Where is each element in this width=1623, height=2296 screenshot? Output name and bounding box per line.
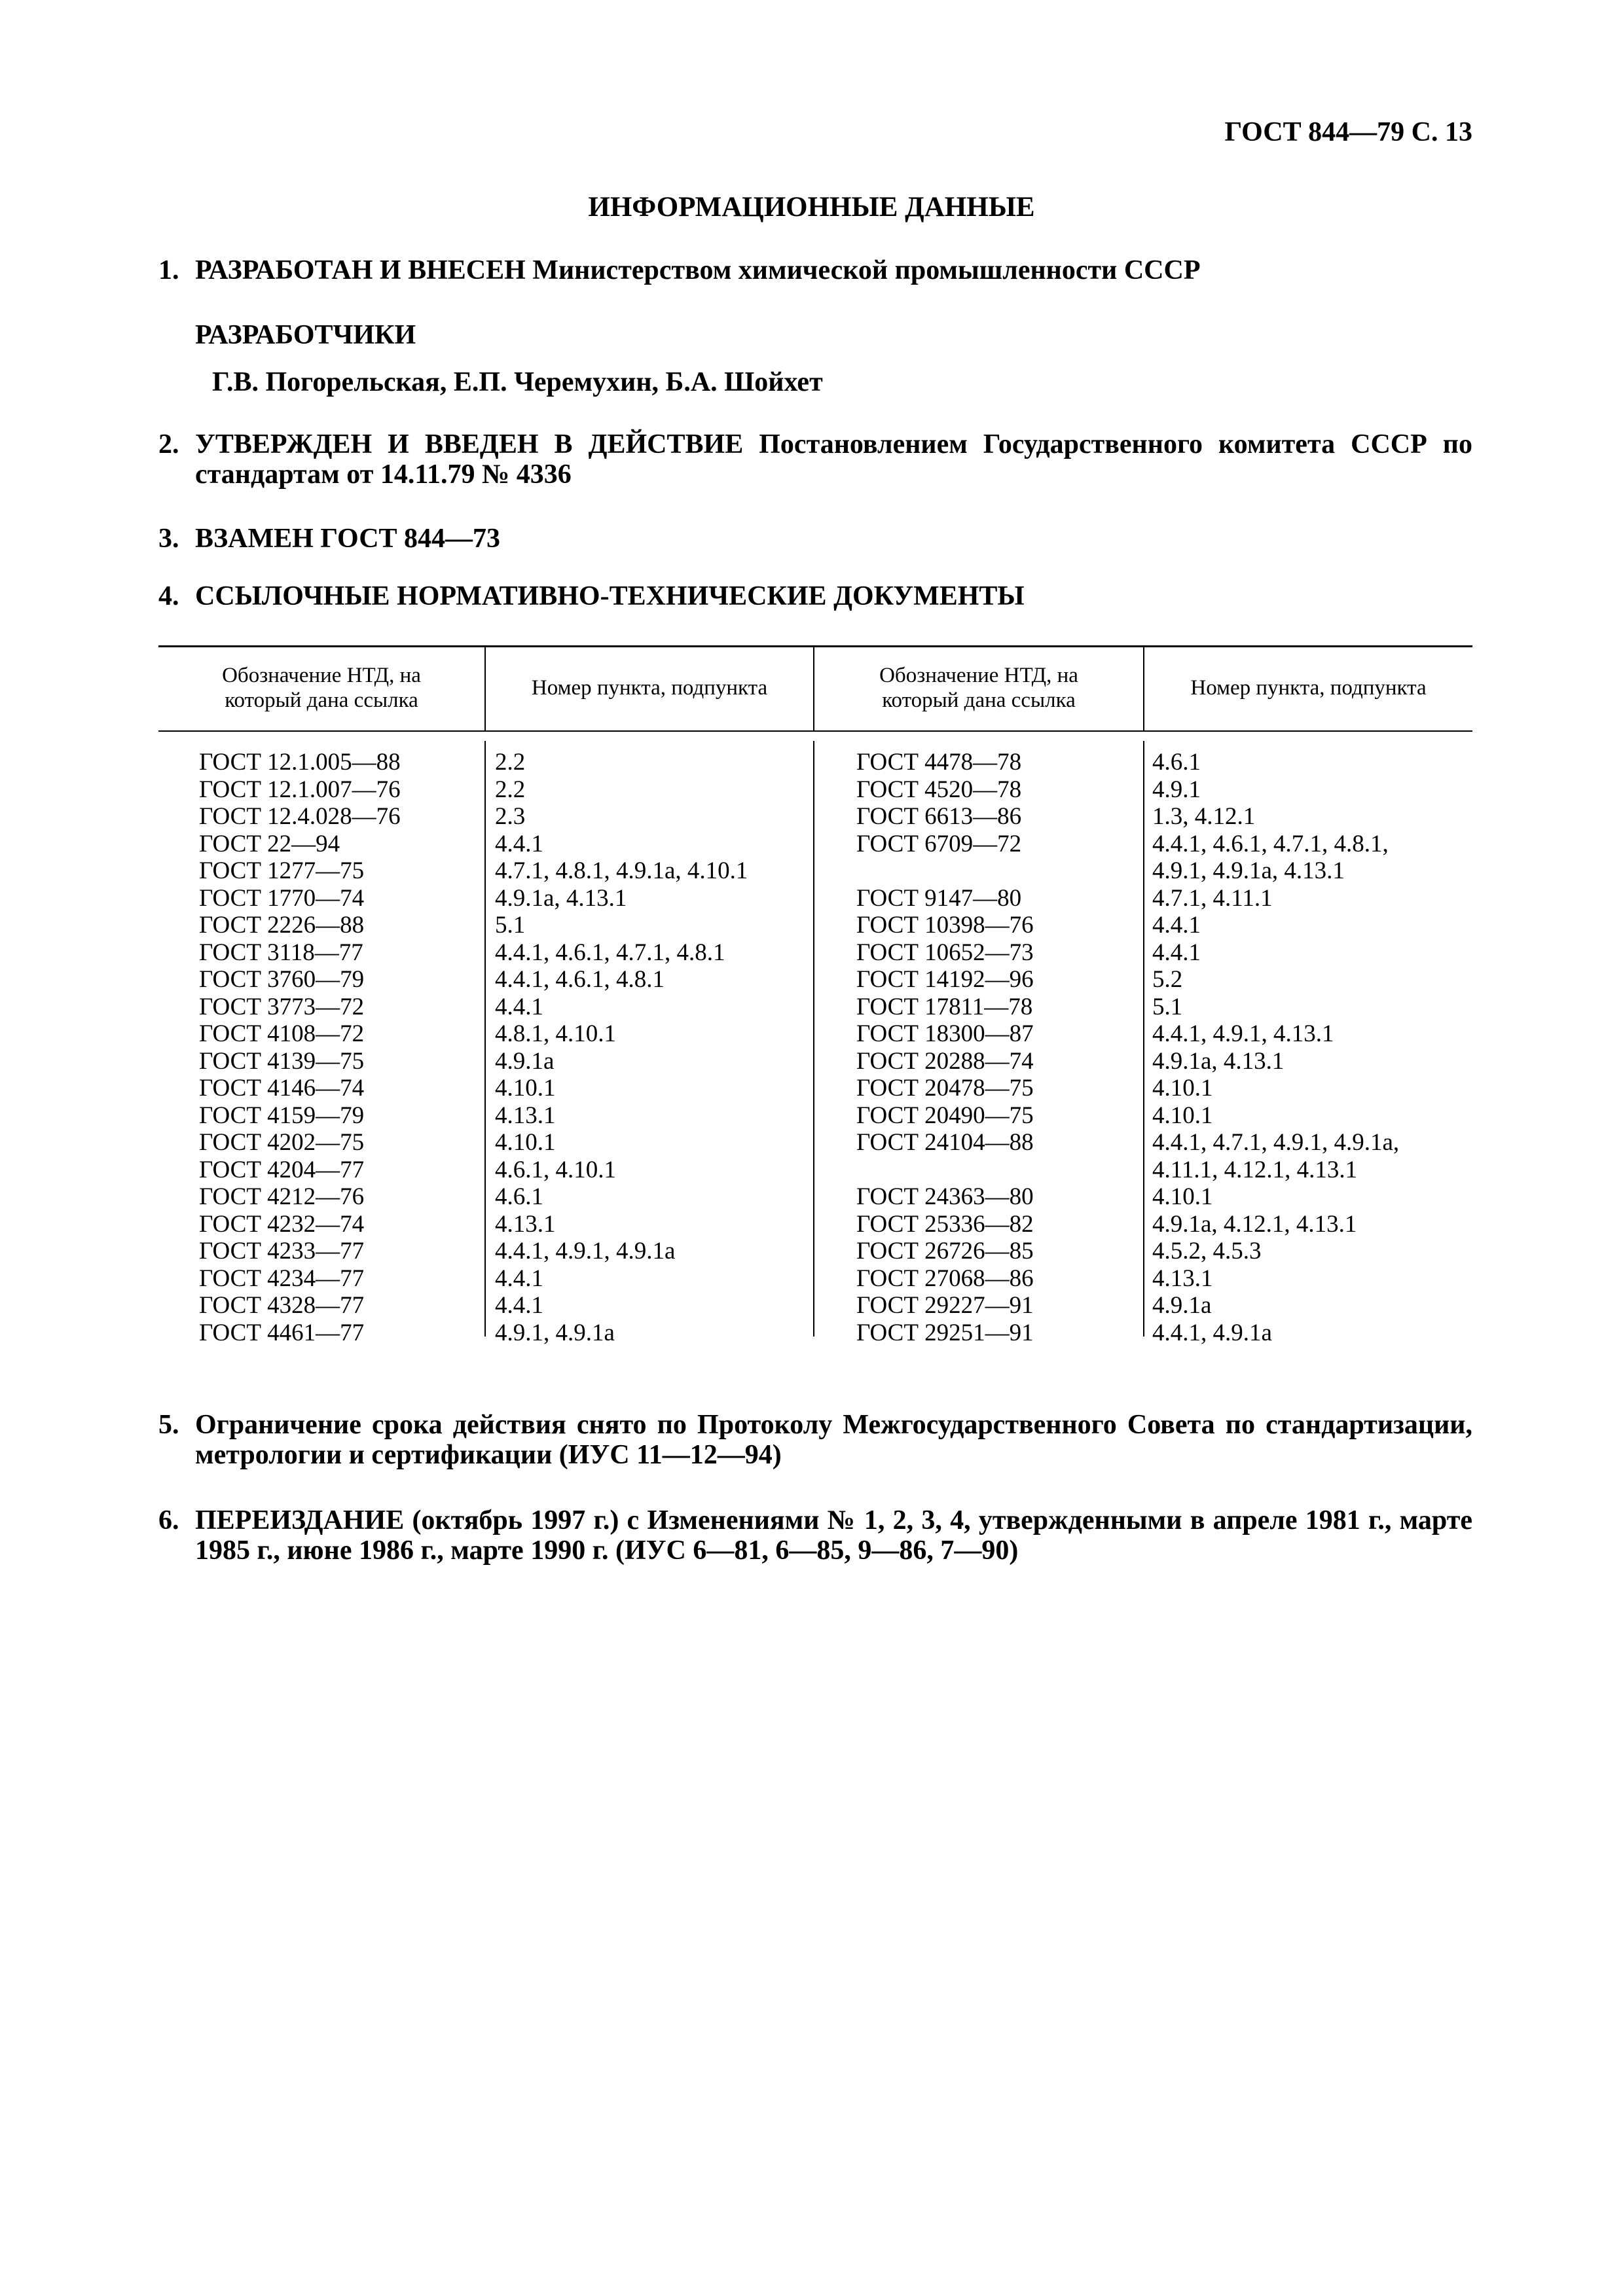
clause-numbers: 2.2 xyxy=(495,749,526,776)
ntd-designation: ГОСТ 4520—78 xyxy=(856,776,1022,803)
ntd-designation: ГОСТ 6709—72 xyxy=(856,830,1022,857)
table-row xyxy=(856,994,1472,1021)
header-clause-left: Номер пункта, подпункта xyxy=(531,676,768,700)
ntd-designation: ГОСТ 4108—72 xyxy=(199,1020,365,1047)
clause-numbers: 4.13.1 xyxy=(495,1210,556,1238)
clause-numbers: 4.4.1 xyxy=(1152,912,1201,939)
clause-numbers: 4.7.1, 4.8.1, 4.9.1а, 4.10.1 xyxy=(495,857,748,884)
clause-numbers: 5.2 xyxy=(1152,966,1183,993)
table-right-rows xyxy=(856,749,1472,1346)
table-row xyxy=(199,1048,808,1075)
table-left-rows xyxy=(199,749,808,1346)
ntd-designation: ГОСТ 3760—79 xyxy=(199,966,365,993)
developers-list: Г.В. Погорельская, Е.П. Черемухин, Б.А. Шойхет xyxy=(212,367,823,397)
table-row xyxy=(199,966,808,994)
table-row xyxy=(856,1157,1472,1184)
item-5-text: Ограничение срока действия снято по Протоколу Межгосударственного Совета по стандартизации, метрологии и сертификации (ИУС 11—12—94) xyxy=(195,1410,1472,1470)
table-divider xyxy=(813,741,814,1336)
clause-numbers: 4.4.1, 4.7.1, 4.9.1, 4.9.1а, xyxy=(1152,1129,1400,1156)
page-header: ГОСТ 844—79 С. 13 xyxy=(1224,117,1472,147)
clause-numbers: 2.2 xyxy=(495,776,526,803)
item-6-number: 6. xyxy=(158,1505,179,1535)
ntd-designation: ГОСТ 2226—88 xyxy=(199,912,365,939)
clause-numbers: 4.10.1 xyxy=(495,1129,556,1156)
table-row xyxy=(199,1020,808,1048)
table-row xyxy=(199,1183,808,1211)
ntd-designation: ГОСТ 18300—87 xyxy=(856,1020,1034,1047)
table-row xyxy=(856,803,1472,831)
clause-numbers: 4.9.1а, 4.13.1 xyxy=(495,884,627,912)
ntd-designation: ГОСТ 4232—74 xyxy=(199,1210,365,1238)
table-row xyxy=(856,1129,1472,1157)
ntd-designation: ГОСТ 17811—78 xyxy=(856,993,1033,1020)
ntd-designation: ГОСТ 6613—86 xyxy=(856,803,1022,830)
clause-numbers: 4.4.1, 4.9.1а xyxy=(1152,1319,1272,1346)
item-6 xyxy=(158,1505,1472,1566)
developers-heading: РАЗРАБОТЧИКИ xyxy=(195,320,416,350)
table-header-cell xyxy=(486,645,813,730)
clause-numbers: 4.9.1 xyxy=(1152,776,1201,803)
clause-numbers: 4.9.1, 4.9.1а, 4.13.1 xyxy=(1152,857,1345,884)
table-row xyxy=(856,1075,1472,1102)
ntd-designation: ГОСТ 20478—75 xyxy=(856,1075,1034,1102)
ntd-designation: ГОСТ 24104—88 xyxy=(856,1129,1034,1156)
item-1-text xyxy=(195,255,1200,285)
ntd-designation: ГОСТ 12.1.007—76 xyxy=(199,776,401,803)
item-4-text: ССЫЛОЧНЫЕ НОРМАТИВНО-ТЕХНИЧЕСКИЕ ДОКУМЕНТЫ xyxy=(195,581,1025,611)
header-ntd-left: Обозначение НТД, на который дана ссылка xyxy=(222,664,421,712)
table-header-cell xyxy=(1144,645,1472,730)
ntd-designation: ГОСТ 26726—85 xyxy=(856,1238,1034,1265)
clause-numbers: 4.4.1 xyxy=(1152,939,1201,966)
clause-numbers: 5.1 xyxy=(1152,993,1183,1020)
ntd-designation: ГОСТ 25336—82 xyxy=(856,1210,1034,1238)
clause-numbers: 4.6.1, 4.10.1 xyxy=(495,1156,616,1183)
ntd-designation: ГОСТ 1277—75 xyxy=(199,857,365,884)
clause-numbers: 2.3 xyxy=(495,803,526,830)
table-row xyxy=(856,1238,1472,1265)
table-row xyxy=(856,1020,1472,1048)
item-2-lead: УТВЕРЖДЕН И ВВЕДЕН В ДЕЙСТВИЕ xyxy=(195,429,744,459)
item-6-text: ПЕРЕИЗДАНИЕ (октябрь 1997 г.) с Изменениями № 1, 2, 3, 4, утвержденными в апреле 1981 г., марте 1985 г., июне 1986 г., марте 1990 г. (ИУС 6—81, 6—85, 9—86, 7—90) xyxy=(195,1505,1472,1566)
clause-numbers: 5.1 xyxy=(495,912,526,939)
clause-numbers: 4.13.1 xyxy=(1152,1265,1213,1292)
table-header-cell xyxy=(814,645,1143,730)
clause-numbers: 4.11.1, 4.12.1, 4.13.1 xyxy=(1152,1156,1358,1183)
table-row xyxy=(856,1102,1472,1130)
clause-numbers: 4.6.1 xyxy=(1152,749,1201,776)
item-2-text xyxy=(195,429,1472,490)
clause-numbers: 4.9.1а, 4.12.1, 4.13.1 xyxy=(1152,1210,1357,1238)
ntd-designation: ГОСТ 12.4.028—76 xyxy=(199,803,401,830)
clause-numbers: 4.4.1, 4.6.1, 4.7.1, 4.8.1, xyxy=(1152,830,1389,857)
clause-numbers: 4.10.1 xyxy=(1152,1102,1213,1129)
clause-numbers: 1.3, 4.12.1 xyxy=(1152,803,1256,830)
table-row xyxy=(199,857,808,885)
clause-numbers: 4.7.1, 4.11.1 xyxy=(1152,884,1273,912)
clause-numbers: 4.4.1 xyxy=(495,1265,543,1292)
table-row xyxy=(199,1238,808,1265)
item-5-number: 5. xyxy=(158,1410,179,1440)
table-row xyxy=(856,939,1472,967)
table-row xyxy=(199,776,808,804)
references-table xyxy=(158,645,1472,1350)
clause-numbers: 4.4.1, 4.6.1, 4.8.1 xyxy=(495,966,665,993)
table-row xyxy=(199,1265,808,1293)
table-row xyxy=(856,1211,1472,1238)
clause-numbers: 4.13.1 xyxy=(495,1102,556,1129)
item-5 xyxy=(158,1410,1472,1470)
clause-numbers: 4.5.2, 4.5.3 xyxy=(1152,1238,1262,1265)
table-row xyxy=(199,1102,808,1130)
table-row xyxy=(199,1319,808,1347)
ntd-designation: ГОСТ 4233—77 xyxy=(199,1238,365,1265)
ntd-designation: ГОСТ 4234—77 xyxy=(199,1265,365,1292)
table-row xyxy=(856,857,1472,885)
clause-numbers: 4.4.1, 4.9.1, 4.9.1а xyxy=(495,1238,676,1265)
ntd-designation: ГОСТ 4212—76 xyxy=(199,1183,365,1210)
table-row xyxy=(856,1265,1472,1293)
table-row xyxy=(199,1157,808,1184)
ntd-designation: ГОСТ 12.1.005—88 xyxy=(199,749,401,776)
ntd-designation: ГОСТ 4159—79 xyxy=(199,1102,365,1129)
table-header-cell xyxy=(158,645,484,730)
table-row xyxy=(199,749,808,776)
table-row xyxy=(856,885,1472,912)
table-row xyxy=(856,1183,1472,1211)
ntd-designation: ГОСТ 29251—91 xyxy=(856,1319,1034,1346)
clause-numbers: 4.10.1 xyxy=(1152,1183,1213,1210)
ntd-designation: ГОСТ 4204—77 xyxy=(199,1156,365,1183)
ntd-designation: ГОСТ 20288—74 xyxy=(856,1047,1034,1075)
table-header-rule xyxy=(158,730,1472,732)
ntd-designation: ГОСТ 14192—96 xyxy=(856,966,1034,993)
table-row xyxy=(856,1048,1472,1075)
table-row xyxy=(199,939,808,967)
clause-numbers: 4.6.1 xyxy=(495,1183,543,1210)
ntd-designation: ГОСТ 3118—77 xyxy=(199,939,363,966)
item-2 xyxy=(158,429,1472,490)
ntd-designation: ГОСТ 27068—86 xyxy=(856,1265,1034,1292)
table-row xyxy=(199,1292,808,1319)
clause-numbers: 4.9.1а, 4.13.1 xyxy=(1152,1047,1285,1075)
ntd-designation: ГОСТ 10398—76 xyxy=(856,912,1034,939)
table-row xyxy=(199,994,808,1021)
ntd-designation: ГОСТ 4328—77 xyxy=(199,1292,365,1319)
item-1-body: Министерством химической промышленности СССР xyxy=(532,255,1201,285)
table-row xyxy=(856,912,1472,939)
item-2-body: Постановлением Государственного комитета СССР по стандартам от 14.11.79 № 4336 xyxy=(195,429,1473,490)
clause-numbers: 4.10.1 xyxy=(495,1075,556,1102)
item-1-lead: РАЗРАБОТАН И ВНЕСЕН xyxy=(195,255,526,285)
ntd-designation: ГОСТ 3773—72 xyxy=(199,993,365,1020)
table-row xyxy=(199,1075,808,1102)
clause-numbers: 4.4.1, 4.6.1, 4.7.1, 4.8.1 xyxy=(495,939,725,966)
table-row xyxy=(199,831,808,858)
clause-numbers: 4.10.1 xyxy=(1152,1075,1213,1102)
ntd-designation: ГОСТ 4202—75 xyxy=(199,1129,365,1156)
ntd-designation: ГОСТ 1770—74 xyxy=(199,884,365,912)
ntd-designation: ГОСТ 4461—77 xyxy=(199,1319,365,1346)
table-row xyxy=(856,1292,1472,1319)
table-row xyxy=(199,885,808,912)
clause-numbers: 4.9.1а xyxy=(495,1047,555,1075)
clause-numbers: 4.9.1а xyxy=(1152,1292,1212,1319)
ntd-designation: ГОСТ 22—94 xyxy=(199,830,340,857)
item-3-number: 3. xyxy=(158,524,179,554)
table-row xyxy=(856,776,1472,804)
clause-numbers: 4.8.1, 4.10.1 xyxy=(495,1020,616,1047)
clause-numbers: 4.9.1, 4.9.1а xyxy=(495,1319,615,1346)
table-row xyxy=(199,803,808,831)
ntd-designation: ГОСТ 4146—74 xyxy=(199,1075,365,1102)
table-row xyxy=(199,1129,808,1157)
header-clause-right: Номер пункта, подпункта xyxy=(1190,676,1427,700)
clause-numbers: 4.4.1 xyxy=(495,993,543,1020)
table-row xyxy=(856,831,1472,858)
table-row xyxy=(199,912,808,939)
item-3-text: ВЗАМЕН ГОСТ 844—73 xyxy=(195,524,501,554)
table-row xyxy=(856,749,1472,776)
item-4-number: 4. xyxy=(158,581,179,611)
ntd-designation: ГОСТ 20490—75 xyxy=(856,1102,1034,1129)
item-2-number: 2. xyxy=(158,429,179,459)
table-row xyxy=(856,1319,1472,1347)
table-row xyxy=(856,966,1472,994)
table-row xyxy=(199,1211,808,1238)
ntd-designation: ГОСТ 4478—78 xyxy=(856,749,1022,776)
clause-numbers: 4.4.1, 4.9.1, 4.13.1 xyxy=(1152,1020,1334,1047)
clause-numbers: 4.4.1 xyxy=(495,830,543,857)
ntd-designation: ГОСТ 29227—91 xyxy=(856,1292,1034,1319)
ntd-designation: ГОСТ 9147—80 xyxy=(856,884,1022,912)
ntd-designation: ГОСТ 4139—75 xyxy=(199,1047,365,1075)
document-title: ИНФОРМАЦИОННЫЕ ДАННЫЕ xyxy=(588,192,1035,223)
header-ntd-right: Обозначение НТД, на который дана ссылка xyxy=(879,664,1078,712)
item-1-number: 1. xyxy=(158,255,179,285)
clause-numbers: 4.4.1 xyxy=(495,1292,543,1319)
ntd-designation: ГОСТ 24363—80 xyxy=(856,1183,1034,1210)
ntd-designation: ГОСТ 10652—73 xyxy=(856,939,1034,966)
